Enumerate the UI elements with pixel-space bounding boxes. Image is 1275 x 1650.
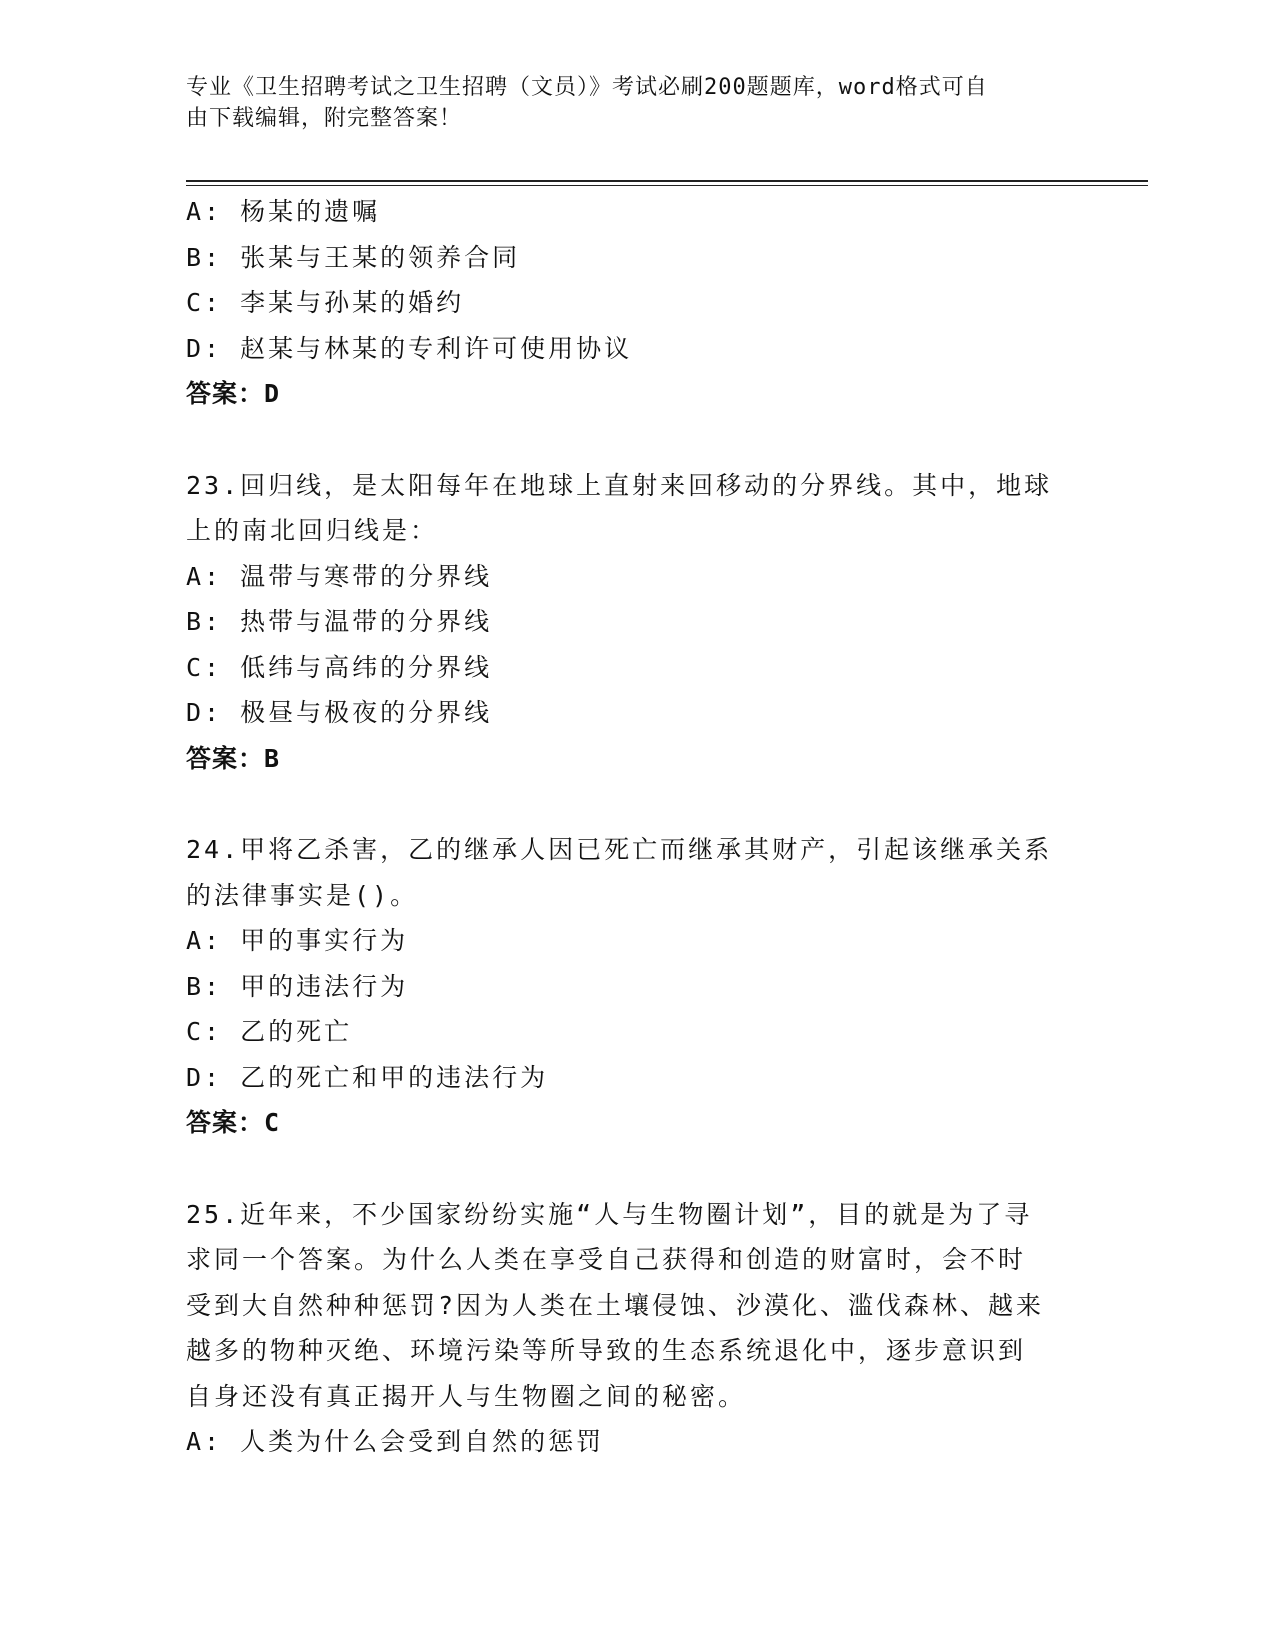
q23-option-a: A: 温带与寒带的分界线 [186, 561, 493, 591]
document-body [186, 189, 1066, 1465]
q24-answer: 答案：C [186, 1108, 281, 1137]
q25-stem-line-3: 受到大自然种种惩罚?因为人类在土壤侵蚀、沙漠化、滥伐森林、越来 [186, 1290, 1045, 1320]
q23-stem-line-2: 上的南北回归线是： [186, 516, 439, 545]
spacer [186, 1146, 1066, 1192]
q23-option-c: C: 低纬与高纬的分界线 [186, 652, 493, 682]
q24-option-d: D: 乙的死亡和甲的违法行为 [186, 1062, 549, 1092]
spacer [186, 781, 1066, 827]
question-24-block [186, 827, 1066, 1146]
q25-stem-line-1: 25.近年来，不少国家纷纷实施“人与生物圈计划”，目的就是为了寻 [186, 1199, 1033, 1229]
q25-option-a: A: 人类为什么会受到自然的惩罚 [186, 1427, 605, 1456]
q22-option-b: B: 张某与王某的领养合同 [186, 242, 521, 272]
question-22-block [186, 189, 1066, 417]
q25-stem-line-2: 求同一个答案。为什么人类在享受自己获得和创造的财富时，会不时 [186, 1245, 1027, 1274]
q24-option-a: A: 甲的事实行为 [186, 926, 409, 955]
q24-option-b: B: 甲的违法行为 [186, 971, 409, 1001]
q25-stem-line-5: 自身还没有真正揭开人与生物圈之间的秘密。 [186, 1381, 747, 1411]
q23-answer: 答案：B [186, 743, 281, 773]
q22-option-c: C: 李某与孙某的婚约 [186, 288, 465, 317]
header-divider-thick [186, 180, 1148, 182]
q25-stem-line-4: 越多的物种灭绝、环境污染等所导致的生态系统退化中，逐步意识到 [186, 1336, 1027, 1365]
header-line-1: 专业《卫生招聘考试之卫生招聘（文员）》考试必刷200题题库，word格式可自 [186, 75, 988, 100]
question-25-block [186, 1192, 1066, 1465]
q22-option-d: D: 赵某与林某的专利许可使用协议 [186, 333, 633, 363]
spacer [186, 417, 1066, 463]
q24-stem-line-1: 24.甲将乙杀害，乙的继承人因已死亡而继承其财产，引起该继承关系 [186, 835, 1053, 864]
header-line-2: 由下载编辑，附完整答案！ [186, 106, 463, 131]
q23-option-b: B: 热带与温带的分界线 [186, 607, 493, 636]
q24-option-c: C: 乙的死亡 [186, 1017, 353, 1046]
header-divider-thin [186, 185, 1148, 186]
question-23-block [186, 463, 1066, 782]
q23-option-d: D: 极昼与极夜的分界线 [186, 698, 493, 727]
q23-stem-line-1: 23.回归线，是太阳每年在地球上直射来回移动的分界线。其中，地球 [186, 470, 1053, 500]
q22-option-a: A: 杨某的遗嘱 [186, 197, 381, 226]
document-header [186, 72, 1066, 134]
q24-stem-line-2: 的法律事实是()。 [186, 880, 419, 910]
q22-answer: 答案：D [186, 379, 281, 408]
